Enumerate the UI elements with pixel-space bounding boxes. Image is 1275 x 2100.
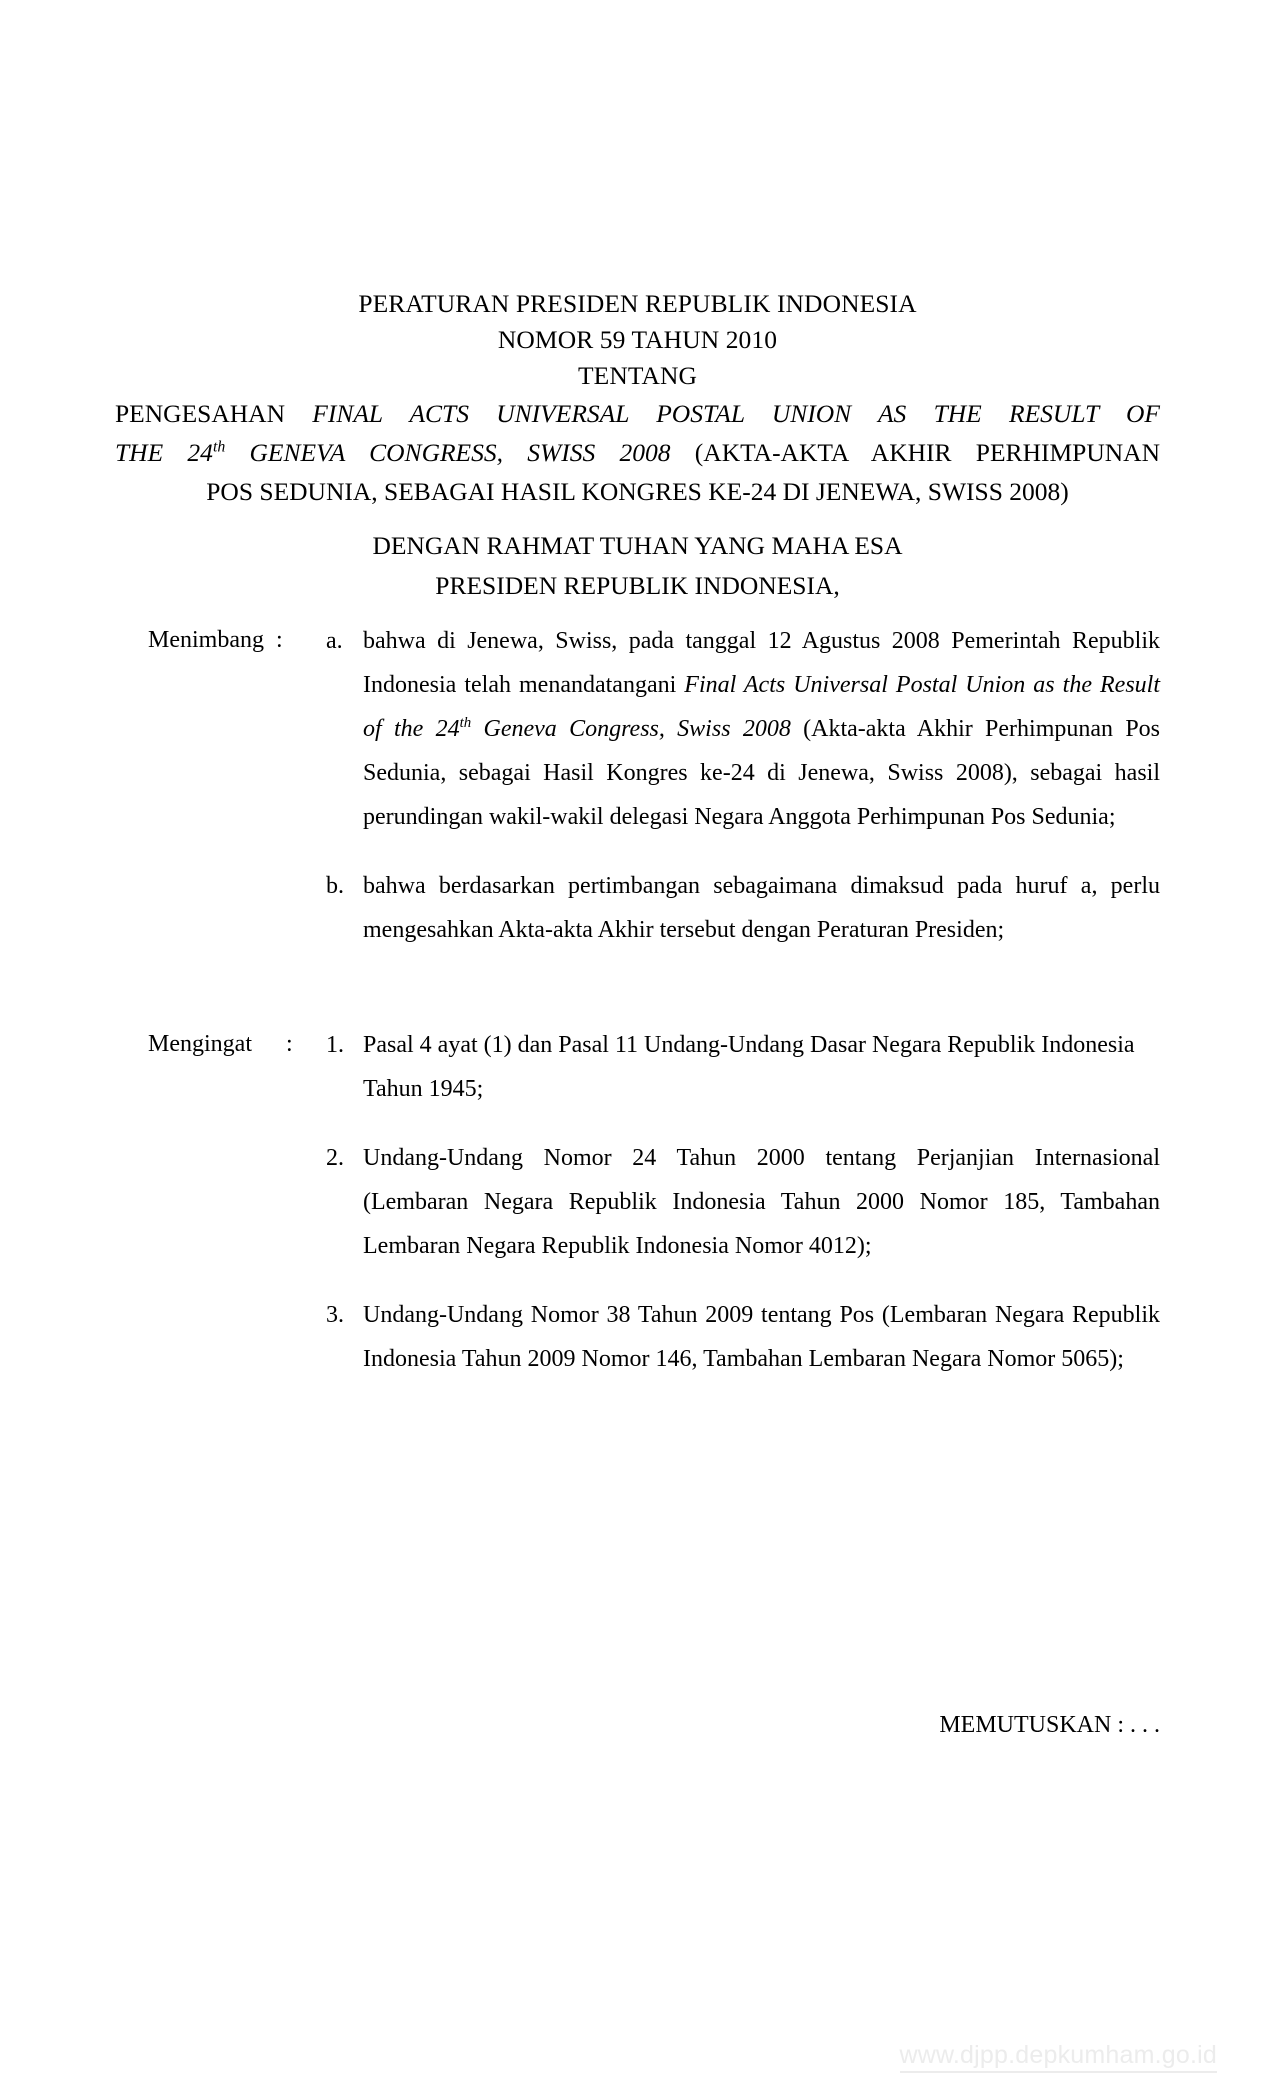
title-pengesahan-word: PENGESAHAN bbox=[115, 399, 313, 428]
mengingat-item-3-marker: 3. bbox=[326, 1302, 344, 1328]
clause-menimbang-colon: : bbox=[276, 627, 283, 653]
invocation-line-presiden: PRESIDEN REPUBLIK INDONESIA, bbox=[435, 571, 840, 600]
menimbang-item-a-ordinal-suffix: th bbox=[459, 715, 472, 731]
title-line-subject-1 bbox=[115, 394, 1160, 433]
menimbang-item-list bbox=[148, 619, 1160, 952]
title-line-subject-3: POS SEDUNIA, SEBAGAI HASIL KONGRES KE-24 DI JENEWA, SWISS 2008) bbox=[206, 477, 1069, 506]
mengingat-item-3 bbox=[148, 1293, 1160, 1381]
mengingat-item-2-body: Undang-Undang Nomor 24 Tahun 2000 tentang Perjanjian Internasional (Lembaran Negara Republik Indonesia Tahun 2000 Nomor 185, Tambahan Lembaran Negara Republik Indonesia Nomor 4012); bbox=[363, 1145, 1160, 1259]
mengingat-item-3-body: Undang-Undang Nomor 38 Tahun 2009 tentang Pos (Lembaran Negara Republik Indonesia Tahun 2009 Nomor 146, Tambahan Lembaran Negara Nomor 5065); bbox=[363, 1302, 1160, 1372]
clause-menimbang-label: Menimbang bbox=[148, 627, 264, 653]
mengingat-item-2-marker: 2. bbox=[326, 1145, 344, 1171]
document-title-block bbox=[115, 286, 1160, 511]
mengingat-item-1-body: Pasal 4 ayat (1) dan Pasal 11 Undang-Undang Dasar Negara Republik Indonesia Tahun 1945; bbox=[363, 1032, 1135, 1102]
menimbang-item-b-body: bahwa berdasarkan pertimbangan sebagaimana dimaksud pada huruf a, perlu mengesahkan Akta-akta Akhir tersebut dengan Peraturan Presiden; bbox=[363, 873, 1160, 943]
clause-mengingat-label: Mengingat bbox=[148, 1031, 252, 1057]
mengingat-item-1-marker: 1. bbox=[326, 1032, 344, 1058]
mengingat-item-list bbox=[148, 1023, 1160, 1381]
invocation-line-rahmat-tuhan: DENGAN RAHMAT TUHAN YANG MAHA ESA bbox=[372, 531, 903, 560]
title-english-name-part-1: FINAL ACTS UNIVERSAL POSTAL UNION AS THE RESULT OF bbox=[312, 399, 1160, 428]
clause-mengingat bbox=[148, 1022, 1160, 1381]
title-ordinal-suffix: th bbox=[212, 438, 226, 456]
title-english-name-part-2a: THE 24 bbox=[115, 438, 213, 467]
continuation-note: MEMUTUSKAN : . . . bbox=[939, 1712, 1160, 1738]
title-line-tentang: TENTANG bbox=[577, 361, 698, 390]
title-line-number-year: NOMOR 59 TAHUN 2010 bbox=[497, 325, 778, 354]
menimbang-item-b-marker: b. bbox=[326, 873, 344, 899]
mengingat-item-2 bbox=[148, 1136, 1160, 1268]
title-line-subject-2 bbox=[115, 433, 1160, 472]
source-watermark: www.djpp.depkumham.go.id bbox=[900, 2041, 1217, 2073]
title-line-regulation-type: PERATURAN PRESIDEN REPUBLIK INDONESIA bbox=[358, 289, 917, 318]
menimbang-item-a-text-1: bahwa di Jenewa, Swiss, pada tanggal 12 Agustus 2008 Pemerintah Republik Indonesia telah menandatangani bbox=[363, 628, 1160, 698]
title-english-name-part-2b: GENEVA CONGRESS, SWISS 2008 bbox=[225, 438, 671, 467]
menimbang-item-a-text-2: (Akta-akta Akhir Perhimpunan Pos Sedunia, sebagai Hasil Kongres ke-24 di Jenewa, Swiss 2008), sebagai hasil perundingan wakil-wakil delegasi Negara Anggota Perhimpunan Pos Sedunia; bbox=[363, 716, 1161, 830]
clause-menimbang bbox=[148, 618, 1160, 952]
menimbang-item-a-marker: a. bbox=[326, 628, 343, 654]
menimbang-item-a-italic-1: Final Acts Universal Postal Union as the Result of the 24 bbox=[363, 672, 1160, 742]
clause-mengingat-colon: : bbox=[286, 1031, 293, 1057]
menimbang-item-a-body bbox=[363, 619, 1160, 839]
menimbang-item-b bbox=[148, 864, 1160, 952]
menimbang-item-a-italic-2: Geneva Congress, Swiss 2008 bbox=[471, 716, 791, 742]
title-indonesian-name-part-1: (AKTA-AKTA AKHIR PERHIMPUNAN bbox=[670, 438, 1160, 467]
menimbang-item-a bbox=[148, 619, 1160, 839]
mengingat-item-1 bbox=[148, 1023, 1160, 1111]
